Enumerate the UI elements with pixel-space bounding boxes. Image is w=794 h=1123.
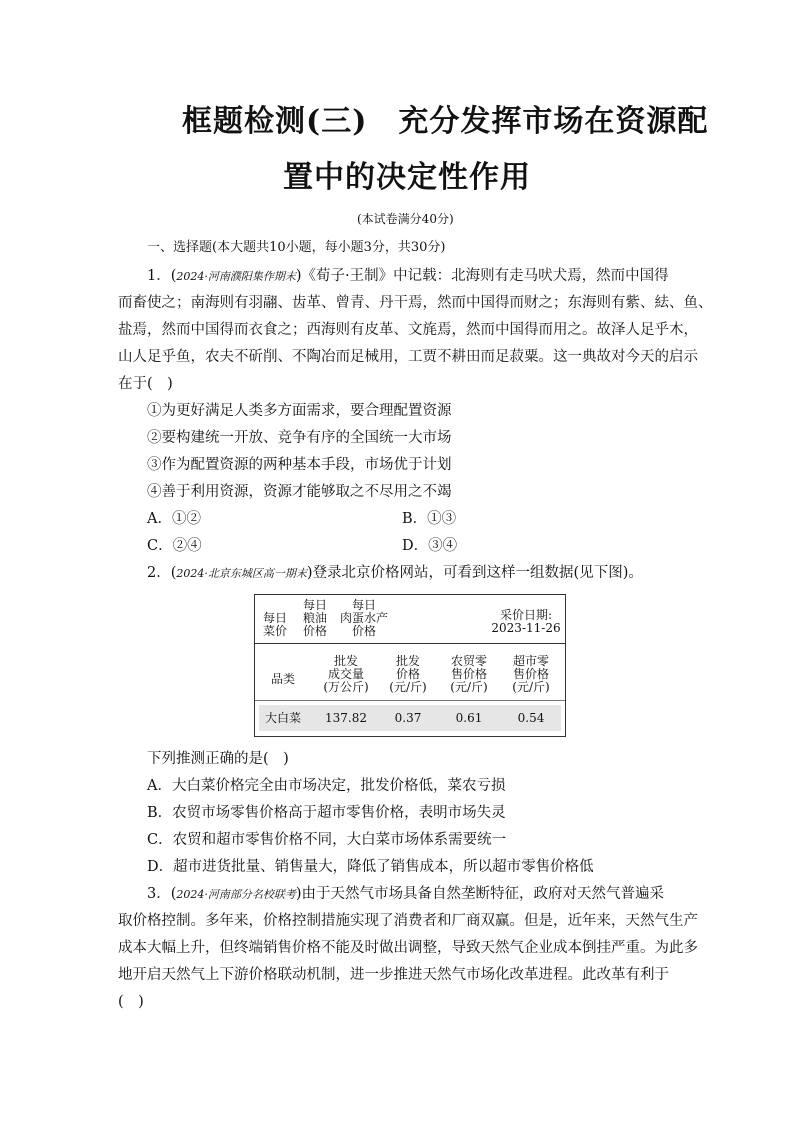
q2-line1 [147,563,643,584]
q2-line1-text: )登录北京价格网站，可看到这样一组数据(见下图)。 [306,565,643,581]
q1-line1 [147,266,669,287]
q3-number: 3．( [147,886,177,902]
score-note: (本试卷满分40分) [357,212,454,226]
q2-source: 2024·北京东城区高一期末 [176,567,307,580]
q2-option-b[interactable]: B．农贸市场零售价格高于超市零售价格，表明市场失灵 [147,805,506,821]
row-wholesale-volume: 137.82 [325,711,367,725]
col-farmers-market-price: 农贸零 售价格 (元/斤) [450,654,488,694]
row-category: 大白菜 [264,711,301,725]
q3-line5: ( ) [118,994,144,1010]
q3-line1-text: )由于天然气市场具备自然垄断特征，政府对天然气普遍采 [295,886,665,902]
section-heading: 一、选择题(本大题共10小题，每小题3分，共30分) [147,240,446,255]
price-table [254,594,566,737]
tab-daily-meat-egg-aquatic: 每日 肉蛋水产 价格 [339,598,388,638]
q2-stem: 下列推测正确的是( ) [147,751,289,767]
col-wholesale-volume: 批发 成交量 (万公斤) [323,654,369,694]
q1-option-c[interactable]: C．②④ [147,538,202,554]
col-supermarket-price: 超市零 售价格 (元/斤) [512,654,550,694]
q1-statement-4: ④善于利用资源，资源才能够取之不尽用之不竭 [147,484,452,500]
collection-date: 采价日期: 2023-11-26 [491,608,561,635]
q1-option-a[interactable]: A．①② [147,511,201,527]
q2-option-d[interactable]: D．超市进货批量、销售量大，降低了销售成本，所以超市零售价格低 [147,859,594,875]
tab-daily-vegetable: 每日 菜价 [262,611,287,638]
table-divider [255,700,565,701]
q1-option-d[interactable]: D．③④ [402,538,458,554]
q1-line3: 盐焉，然而中国得而衣食之；西海则有皮革、文旄焉，然而中国得而用之。故泽人足乎木， [118,322,698,338]
q1-number: 1．( [147,268,177,284]
q1-statement-3: ③作为配置资源的两种基本手段，市场优于计划 [147,457,452,473]
q1-option-b[interactable]: B．①③ [402,511,457,527]
row-supermarket-price: 0.54 [517,711,545,725]
q2-option-a[interactable]: A．大白菜价格完全由市场决定，批发价格低，菜农亏损 [147,778,506,794]
q3-line2: 取价格控制。多年来，价格控制措施实现了消费者和厂商双赢。但是，近年来，天然气生产 [118,913,698,929]
tab-daily-grain-oil: 每日 粮油 价格 [302,598,327,638]
q3-source: 2024·河南部分名校联考 [176,888,296,901]
q1-line4: 山人足乎鱼，农夫不斫削、不陶冶而足械用，工贾不耕田而足菽粟。这一典故对今天的启示 [118,349,698,365]
q1-statement-2: ②要构建统一开放、竞争有序的全国统一大市场 [147,430,452,446]
page-title-line1: 框题检测(三) 充分发挥市场在资源配 [182,104,709,139]
table-divider [255,643,565,644]
page-title-line2: 置中的决定性作用 [283,160,531,195]
q3-line3: 成本大幅上升，但终端销售价格不能及时做出调整，导致天然气企业成本倒挂严重。为此多 [118,940,698,956]
col-wholesale-price: 批发 价格 (元/斤) [389,654,427,694]
q3-line4: 地开启天然气上下游价格联动机制，进一步推进天然气市场化改革进程。此改革有利于 [118,967,669,983]
q2-option-c[interactable]: C．农贸和超市零售价格不同，大白菜市场体系需要统一 [147,832,507,848]
q1-line2: 而畜使之；南海则有羽翮、齿革、曾青、丹干焉，然而中国得而财之；东海则有紫、紶、鱼、 [118,295,713,311]
q3-line1 [147,884,664,905]
q1-line1-text: )《荀子·王制》中记载：北海则有走马吠犬焉，然而中国得 [295,268,669,284]
q1-source: 2024·河南濮阳集作期末 [176,270,296,283]
q1-statement-1: ①为更好满足人类多方面需求，要合理配置资源 [147,403,452,419]
row-wholesale-price: 0.37 [394,711,422,725]
row-farmers-market-price: 0.61 [455,711,483,725]
col-category: 品类 [270,672,295,686]
q1-line5: 在于( ) [118,376,173,392]
q2-number: 2．( [147,565,177,581]
